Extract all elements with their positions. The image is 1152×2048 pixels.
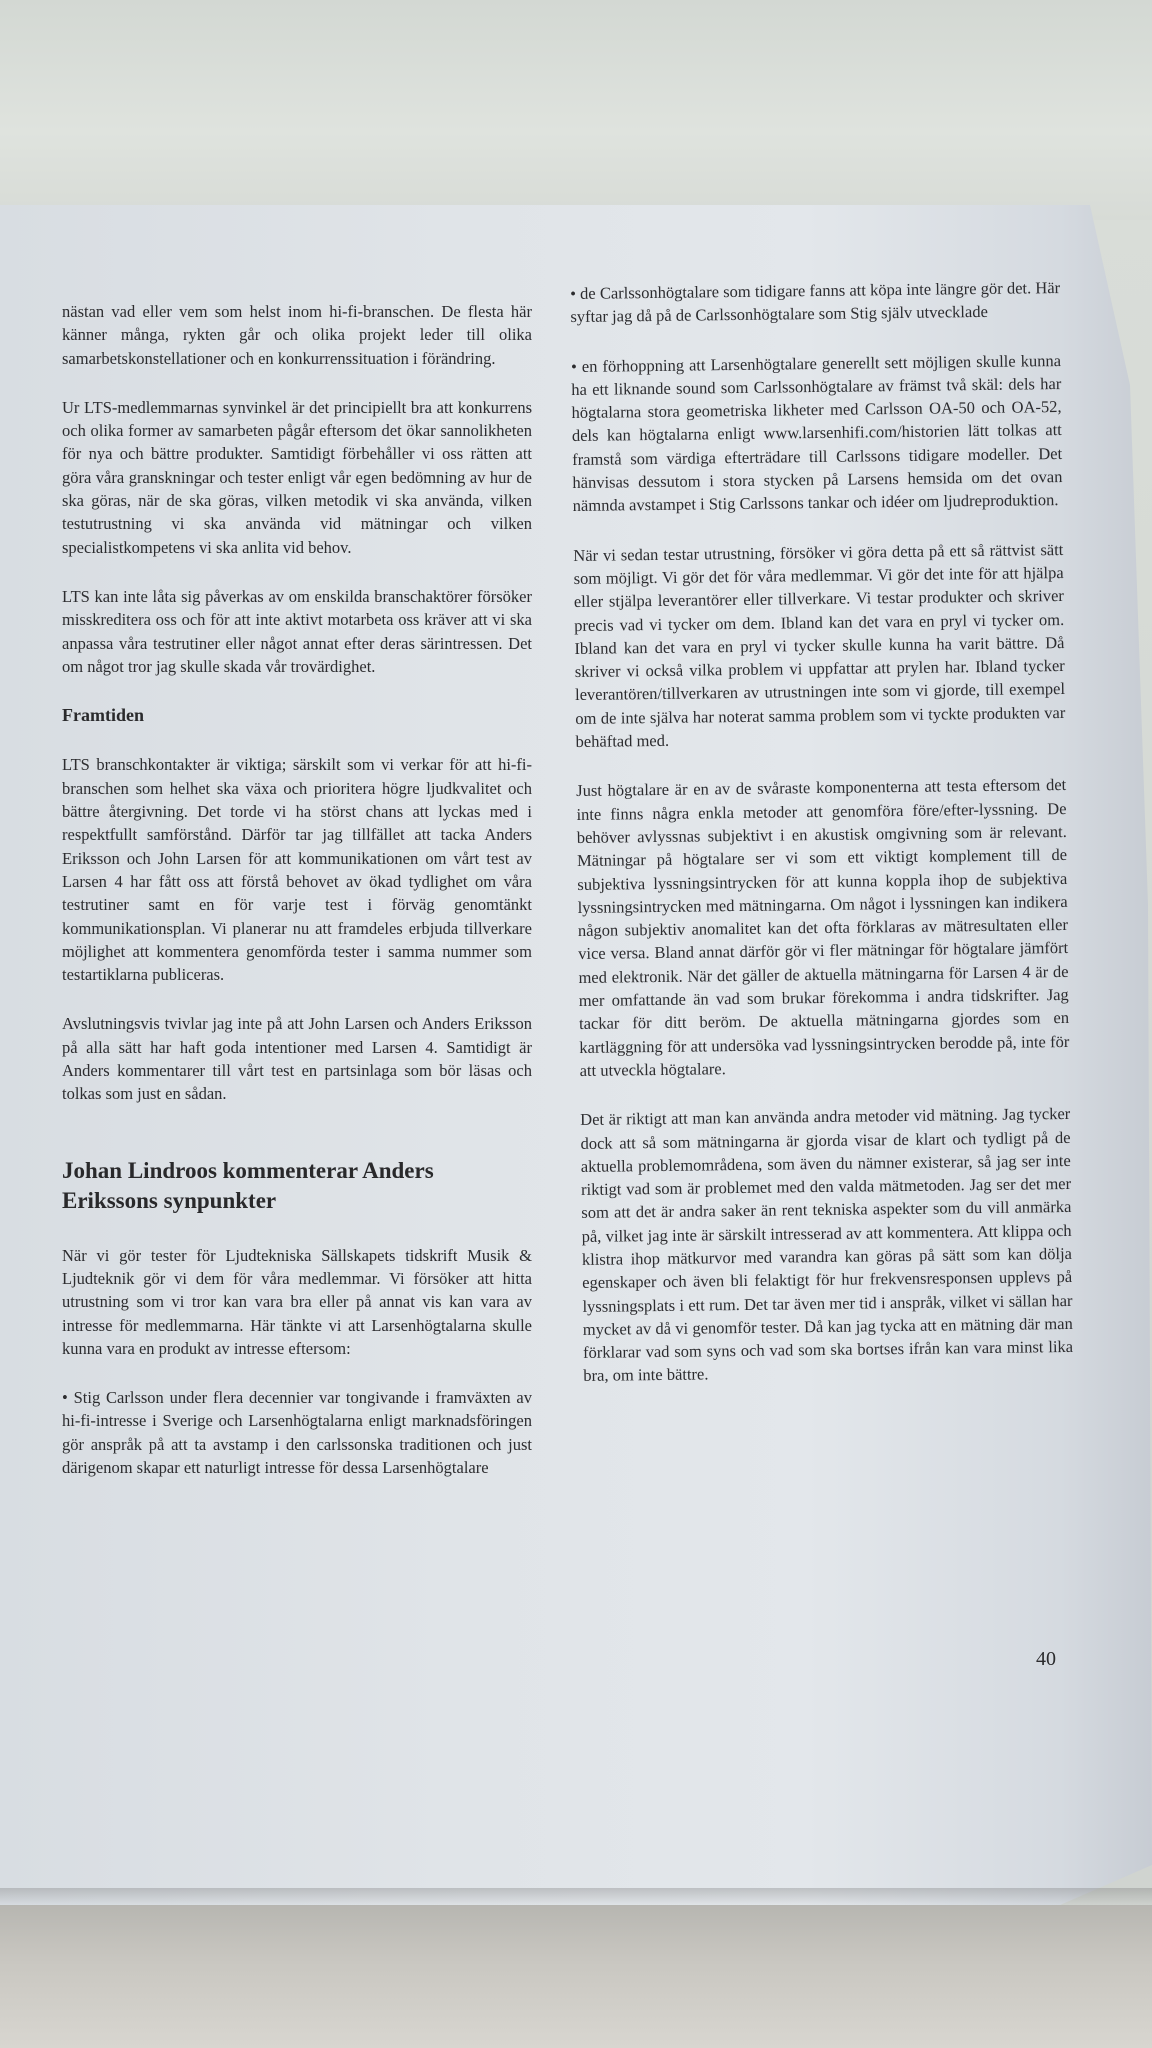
- page-number: 40: [1036, 1648, 1056, 1670]
- right-column: [570, 276, 1074, 1414]
- paragraph: Avslutningsvis tvivlar jag inte på att John Larsen och Anders Eriksson på alla sätt har haft goda intentioner med Larsen 4. Samtidigt är Anders kommentarer till vårt test en partsinlaga som bör läsas och tolkas som just en sådan.: [62, 1014, 532, 1104]
- bullet-item: • en förhoppning att Larsenhögtalare generellt sett möjligen skulle kunna ha ett liknande sound som Carlssonhögtalare av främst två skäl: dels har högtalarna stora geometriska likheter med Carlsson OA-50 och OA-52, dels kan högtalarna enligt www.larsenhifi.com/historien lätt tolkas att framstå som värdiga efterträdare till Carlssons tidigare modeller. Det hänvisas dessutom i stora stycken på Larsens hemsida om det ovan nämnda avstampet i Stig Carlssons tankar och idéer om ljudreproduktion.: [570, 350, 1063, 516]
- paragraph: När vi gör tester för Ljudtekniska Sällskapets tidskrift Musik & Ljudteknik gör vi dem för våra medlemmar. Vi försöker att hitta utrustning som vi tror kan vara bra eller på annat vis kan vara av intresse för medlemmarna. Här tänkte vi att Larsenhögtalarna skulle kunna vara en produkt av intresse eftersom:: [62, 1245, 532, 1358]
- paragraph: Det är riktigt att man kan använda andra metoder vid mätning. Jag tycker dock att så som mätningarna är gjorda visar de klart och tydligt på de aktuella problemområdena, som även du nämner existerar, så jag ser inte riktigt vad som är problemet med den valda mätmetoden. Jag ser det mer som att det är andra saker än rent tekniska aspekter som du vill anmärka på, vilket jag inte är särskilt intresserad av att kommentera. Att klippa och klistra ihop mätkurvor med varandra kan göras på sätt som kan dölja egenskaper och även bli felaktigt för hur frekvensresponsen upplevs på lyssningsplats i ett rum. Det tar även mer tid i anspråk, vilket vi sällan har mycket av då vi genomför tester. Då kan jag tycka att en mätning där man förklarar vad som syns och vad som ska bortses ifrån kan vara minst lika bra, om inte bättre.: [580, 1104, 1074, 1386]
- paragraph: När vi sedan testar utrustning, försöker vi göra detta på ett så rättvist sätt som möjligt. Vi gör det för våra medlemmar. Vi gör det inte för att hjälpa eller stjälpa leverantörer eller tillverkare. Vi testar produkter och skriver precis vad vi tycker om dem. Ibland kan det vara en pryl vi tycker om. Ibland kan det vara en pryl vi tycker skulle kunna ha varit bättre. Då skriver vi också vilka problem vi uppfattar att prylen har. Ibland tycker leverantören/tillverkaren av utrustningen inte som vi gjorde, till exempel om de inte själva har noterat samma problem som vi tyckte produkten var behäftad med.: [573, 539, 1066, 752]
- paragraph: nästan vad eller vem som helst inom hi-fi-branschen. De flesta här känner många, rykten går och olika projekt leder till olika samarbetskonstellationer och en konkurrenssituation i förändring.: [62, 302, 532, 368]
- paragraph: Just högtalare är en av de svåraste komponenterna att testa eftersom det inte finns några enkla metoder att genomföra före/efter-lyssning. De behöver avlyssnas subjektivt i en akustisk omgivning som är relevant. Mätningar på högtalare ser vi som ett viktigt komplement till de subjektiva lyssningsintrycken för att kunna koppla ihop de subjektiva lyssningsintrycken med mätningarna. Om något i lyssningen kan indikera någon subjektiv anomalitet kan det ofta förklaras av mätresultaten eller vice versa. Bland annat därför gör vi fler mätningar för högtalare jämfört med elektronik. När det gäller de aktuella mätningarna för Larsen 4 är de mer omfattande än vad som brukar förekomma i andra tidskrifter. Jag tackar för ditt beröm. De aktuella mätningarna gjordes som en kartläggning för att undersöka vad lyssningsintrycken berodde på, inte för att utveckla högtalare.: [576, 775, 1070, 1080]
- background-table: [0, 1905, 1152, 2048]
- bullet-item: • de Carlssonhögtalare som tidigare fanns att köpa inte längre gör det. Här syftar jag då på de Carlssonhögtalare som Stig själv utvecklade: [570, 278, 1061, 327]
- page-edge-shadow: [0, 1888, 1152, 1906]
- paragraph: Ur LTS-medlemmarnas synvinkel är det principiellt bra att konkurrens och olika former av samarbeten pågår eftersom det ökar sannolikheten för nya och bättre produkter. Samtidigt förbehåller vi oss rätten att göra våra granskningar och tester enligt vår egen bedömning av hur de ska göras, när de ska göras, vilken metodik vi ska använda, vilken testutrustning vi ska använda vid mätningar och vilken specialistkompetens vi ska anlita vid behov.: [62, 397, 532, 557]
- background-top: [0, 0, 1152, 220]
- paragraph: LTS kan inte låta sig påverkas av om enskilda branschaktörer försöker misskreditera oss och för att inte aktivt motarbeta oss kräver att vi ska anpassa våra testrutiner eller något annat efter deras särintressen. Det om något tror jag skulle skada vår trovärdighet.: [62, 586, 532, 676]
- left-column: [62, 300, 532, 1505]
- article-heading: Johan Lindroos kommenterar Anders Erikssons synpunkter: [62, 1157, 434, 1213]
- paragraph: LTS branschkontakter är viktiga; särskilt som vi verkar för att hi-fi-branschen som helhet ska växa och prioritera högre ljudkvalitet och bättre återgivning. Det torde vi ha störst chans att lyckas med i respektfullt samförstånd. Därför tar jag tillfället att tacka Anders Eriksson och John Larsen för att kommunikationen om vårt test av Larsen 4 har fått oss att förstå behovet av ökad tydlighet om våra testrutiner samt en för varje test i förväg genomtänkt kommunikationsplan. Vi planerar nu att framdeles erbjuda tillverkare möjlighet att kommentera genomförda tester i samma nummer som testartiklarna publiceras.: [62, 755, 532, 985]
- bullet-item: • Stig Carlsson under flera decennier var tongivande i framväxten av hi-fi-intresse i Sverige och Larsenhögtalarna enligt marknadsföringen gör anspråk på att ta avstamp i den carlssonska traditionen och just därigenom skapar ett naturligt intresse för dessa Larsenhögtalare: [62, 1388, 532, 1477]
- section-heading-framtiden: Framtiden: [62, 705, 144, 726]
